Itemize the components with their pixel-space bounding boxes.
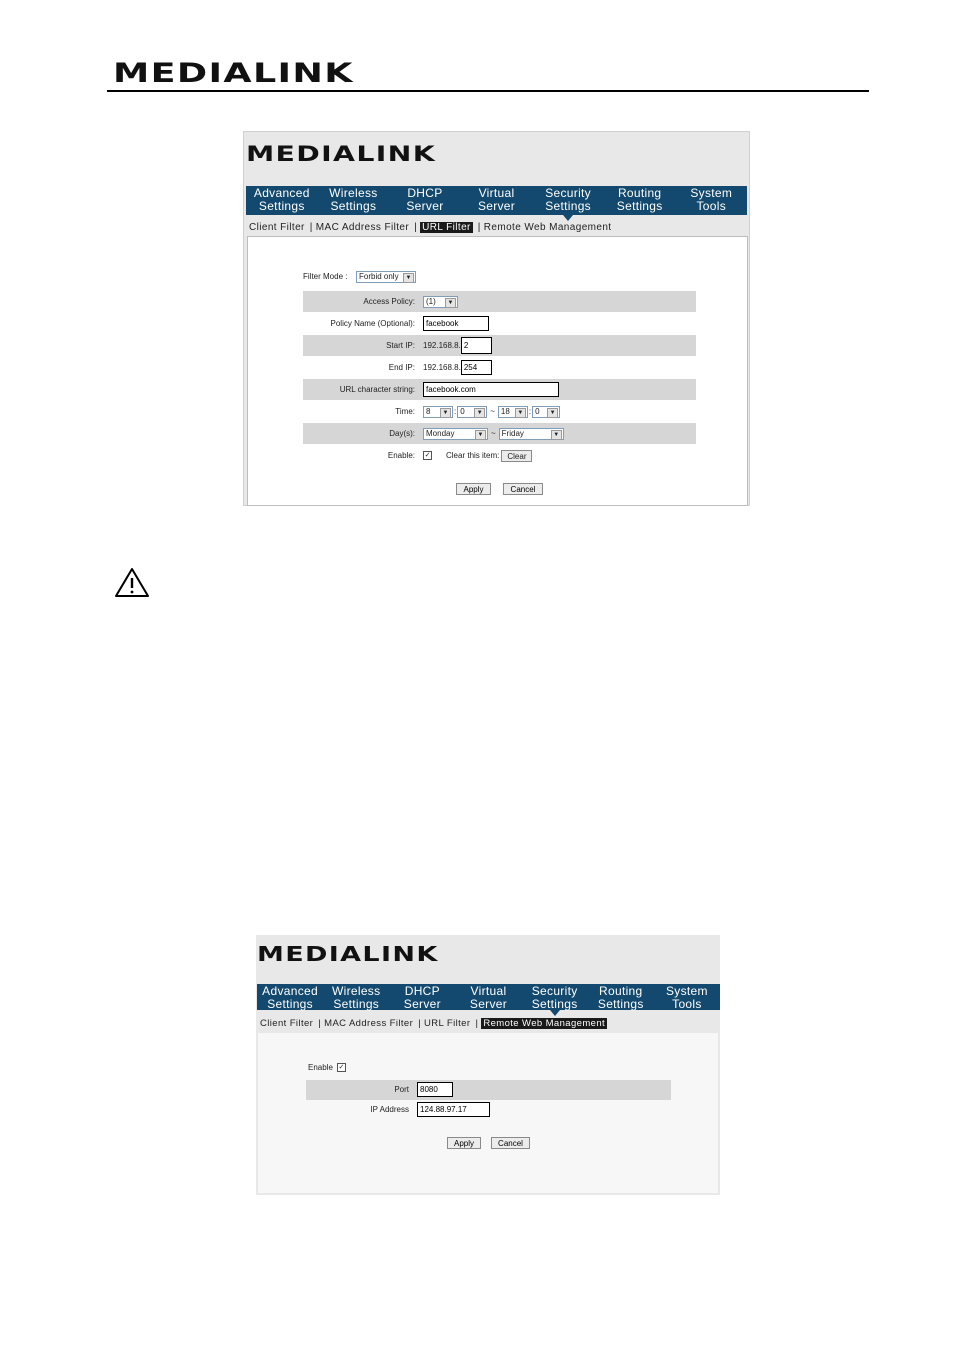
sub-nav: Client Filter | MAC Address Filter | URL Filter | Remote Web Management <box>260 1018 606 1029</box>
time-row: Time: 8 ▼ : 0 ▼ ~ 18 ▼ : 0 ▼ <box>303 401 696 422</box>
remote-apply-button[interactable]: Apply <box>447 1137 481 1149</box>
chevron-down-icon: ▼ <box>440 408 451 418</box>
warning-triangle-icon <box>114 566 150 598</box>
time-label: Time: <box>395 407 415 416</box>
page-header <box>107 56 869 92</box>
nav-routing-settings[interactable]: Routing Settings <box>616 186 663 213</box>
chevron-down-icon: ▼ <box>474 408 485 418</box>
filter-mode-row <box>303 266 696 287</box>
remote-enable-checkbox[interactable] <box>337 1063 346 1072</box>
url-filter-panel <box>247 236 748 506</box>
day-start-select[interactable]: Monday ▼ <box>423 428 488 440</box>
time-end-min-select[interactable]: 0 ▼ <box>532 406 560 418</box>
brand-logo: MEDIALINK <box>113 58 354 89</box>
time-start-hour-select[interactable]: 8 ▼ <box>423 406 453 418</box>
filter-mode-select[interactable]: Forbid only ▼ <box>356 271 416 283</box>
end-ip-prefix: 192.168.8. <box>423 363 461 372</box>
subnav-mac-address-filter[interactable]: MAC Address Filter <box>324 1018 414 1029</box>
apply-button[interactable]: Apply <box>456 483 491 495</box>
nav-virtual-server[interactable]: Virtual Server <box>469 984 508 1011</box>
filter-mode-label: Filter Mode : <box>303 272 348 281</box>
url-filter-screenshot <box>243 131 750 506</box>
clear-button[interactable]: Clear <box>501 450 532 462</box>
nav-virtual-server[interactable]: Virtual Server <box>477 186 516 213</box>
subnav-url-filter[interactable]: URL Filter <box>422 222 471 233</box>
end-ip-row <box>303 357 696 378</box>
chevron-down-icon: ▼ <box>445 298 456 308</box>
ip-address-input[interactable] <box>417 1102 490 1117</box>
check-icon: ✓ <box>424 452 431 459</box>
enable-checkbox[interactable] <box>423 451 432 460</box>
start-ip-row <box>303 335 696 356</box>
subnav-url-filter[interactable]: URL Filter <box>424 1018 471 1029</box>
time-end-hour-select[interactable]: 18 ▼ <box>498 406 528 418</box>
remote-cancel-button[interactable]: Cancel <box>491 1137 530 1149</box>
url-string-row <box>303 379 696 400</box>
days-row: Day(s): Monday ▼ ~ Friday ▼ <box>303 423 696 444</box>
port-input[interactable] <box>417 1082 453 1097</box>
ip-address-label: IP Address <box>370 1105 409 1114</box>
start-ip-input[interactable] <box>461 337 492 354</box>
remote-enable-label: Enable <box>308 1063 333 1072</box>
access-policy-select[interactable]: (1) ▼ <box>423 296 458 308</box>
ip-address-row <box>306 1100 671 1120</box>
nav-dhcp-server[interactable]: DHCP Server <box>403 984 441 1011</box>
check-icon: ✓ <box>338 1064 345 1071</box>
subnav-remote-web-management[interactable]: Remote Web Management <box>483 1018 606 1029</box>
nav-routing-settings[interactable]: Routing Settings <box>597 984 644 1011</box>
policy-name-label: Policy Name (Optional): <box>330 319 415 328</box>
start-ip-label: Start IP: <box>386 341 415 350</box>
remote-web-panel <box>258 1033 718 1193</box>
main-nav <box>257 984 720 1010</box>
subnav-client-filter[interactable]: Client Filter <box>260 1018 314 1029</box>
nav-system-tools[interactable]: System Tools <box>666 984 708 1011</box>
main-nav <box>246 186 747 215</box>
remote-web-screenshot <box>256 935 720 1195</box>
subnav-mac-address-filter[interactable]: MAC Address Filter <box>315 222 410 233</box>
policy-name-input[interactable] <box>423 316 489 331</box>
time-start-min-select[interactable]: 0 ▼ <box>457 406 487 418</box>
subnav-client-filter[interactable]: Client Filter <box>249 222 305 233</box>
port-row <box>306 1080 671 1100</box>
url-string-label: URL character string: <box>339 385 415 394</box>
start-ip-prefix: 192.168.8. <box>423 341 461 350</box>
nav-advanced-settings[interactable]: Advanced Settings <box>253 186 310 213</box>
end-ip-label: End IP: <box>388 363 415 372</box>
access-policy-label: Access Policy: <box>363 297 415 306</box>
nav-system-tools[interactable]: System Tools <box>690 186 733 213</box>
sub-nav: Client Filter | MAC Address Filter | URL Filter | Remote Web Management <box>249 222 612 233</box>
enable-row <box>303 445 696 466</box>
days-label: Day(s): <box>389 429 415 438</box>
port-label: Port <box>394 1085 409 1094</box>
url-string-input[interactable] <box>423 382 559 397</box>
nav-advanced-settings[interactable]: Advanced Settings <box>262 984 318 1011</box>
clear-item-label: Clear this item: <box>446 451 500 460</box>
policy-name-row <box>303 313 696 334</box>
cancel-button[interactable]: Cancel <box>503 483 543 495</box>
subnav-remote-web-management[interactable]: Remote Web Management <box>483 222 612 233</box>
nav-security-settings[interactable]: Security Settings <box>522 984 588 1010</box>
screenshot-logo: MEDIALINK <box>257 942 439 966</box>
day-end-select[interactable]: Friday ▼ <box>499 428 564 440</box>
remote-enable-row <box>308 1057 672 1078</box>
chevron-down-icon: ▼ <box>551 430 562 440</box>
end-ip-input[interactable] <box>461 360 492 375</box>
access-policy-row <box>303 291 696 312</box>
nav-wireless-settings[interactable]: Wireless Settings <box>329 186 378 213</box>
screenshot-logo: MEDIALINK <box>246 142 437 166</box>
enable-label: Enable: <box>387 451 415 460</box>
nav-dhcp-server[interactable]: DHCP Server <box>406 186 444 213</box>
chevron-down-icon: ▼ <box>515 408 526 418</box>
nav-security-settings[interactable]: Security Settings <box>532 186 604 215</box>
chevron-down-icon: ▼ <box>403 273 414 283</box>
nav-wireless-settings[interactable]: Wireless Settings <box>332 984 381 1011</box>
chevron-down-icon: ▼ <box>547 408 558 418</box>
chevron-down-icon: ▼ <box>475 430 486 440</box>
